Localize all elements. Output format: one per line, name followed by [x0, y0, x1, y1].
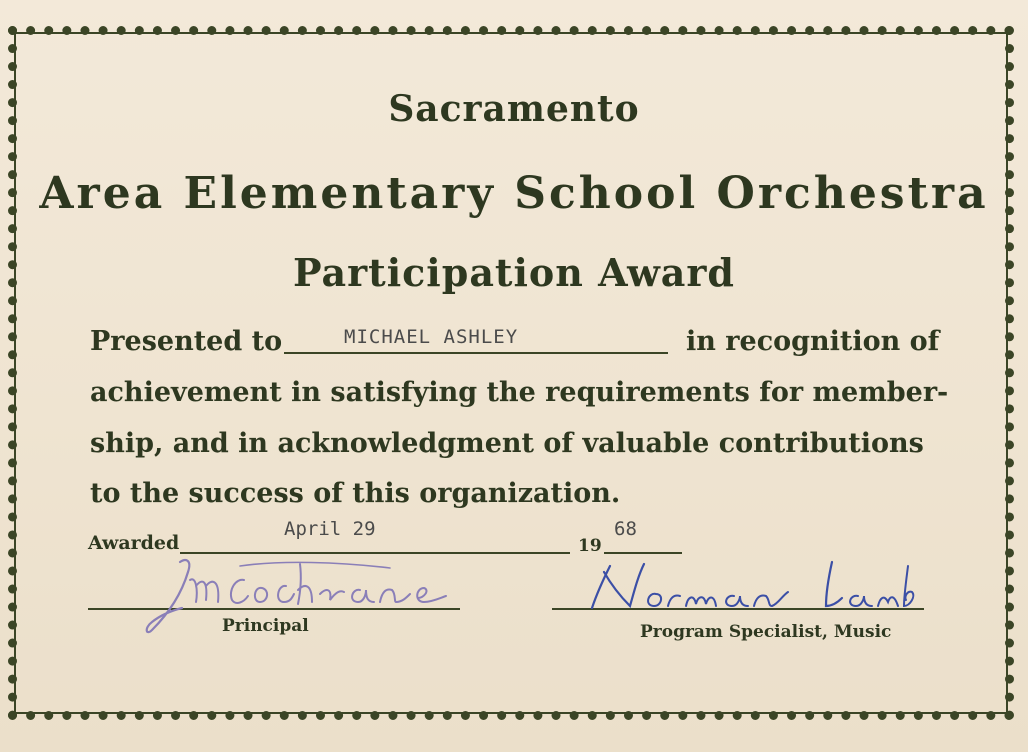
- title-orchestra: Area Elementary School Orchestra: [39, 168, 989, 219]
- recipient-name: MICHAEL ASHLEY: [344, 326, 519, 348]
- year-suffix: 68: [614, 518, 637, 540]
- program-specialist-label: Program Specialist, Music: [640, 622, 892, 642]
- awarded-label: Awarded: [88, 532, 180, 554]
- recognition-text: in recognition of: [686, 326, 940, 357]
- title-sacramento: Sacramento: [388, 88, 640, 130]
- program-signature: [582, 552, 942, 622]
- title-participation-award: Participation Award: [292, 250, 735, 295]
- principal-label: Principal: [222, 616, 309, 636]
- body-line-3: ship, and in acknowledgment of valuable contributions: [90, 428, 924, 459]
- body-line-4: to the success of this organization.: [90, 478, 621, 509]
- year-prefix: 19: [578, 536, 602, 556]
- body-line-2: achievement in satisfying the requirements for member-: [90, 377, 949, 408]
- award-date: April 29: [284, 518, 376, 540]
- recipient-rule: [284, 352, 668, 354]
- presented-to-label: Presented to: [90, 326, 283, 357]
